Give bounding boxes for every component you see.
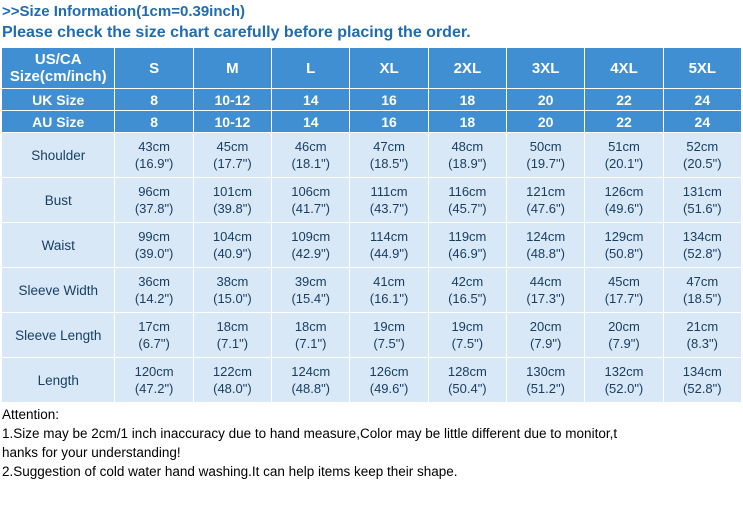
row-label: Sleeve Length	[2, 313, 115, 358]
table-row	[2, 313, 742, 358]
value-inch: (20.1")	[604, 156, 644, 171]
value-inch: (52.8")	[683, 381, 722, 396]
value-inch: (7.9")	[608, 336, 640, 351]
value-cm: 121cm	[526, 184, 566, 199]
value-inch: (40.9")	[213, 246, 252, 261]
table-cell	[193, 358, 271, 403]
value-cm: 111cm	[370, 184, 408, 199]
value-inch: (47.2")	[134, 381, 174, 396]
column-header: 5XL	[663, 48, 741, 89]
value-cm: 45cm	[608, 274, 640, 289]
column-header: M	[193, 48, 271, 89]
value-cm: 124cm	[526, 229, 566, 244]
value-cm: 126cm	[604, 184, 644, 199]
au-size-row	[2, 111, 742, 133]
page-title: >>Size Information(1cm=0.39inch)	[2, 3, 245, 20]
value-inch: (50.4")	[448, 381, 487, 396]
table-cell	[193, 133, 271, 178]
value-cm: 38cm	[216, 274, 249, 289]
value-inch: (47.6")	[526, 201, 565, 216]
value-cm: 101cm	[212, 184, 252, 199]
value-inch: (7.9")	[529, 336, 562, 351]
column-header: S	[115, 48, 193, 89]
attention-title: Attention:	[2, 407, 60, 422]
table-cell	[663, 268, 741, 313]
row-label: Sleeve Width	[2, 268, 115, 313]
value-inch: (45.7")	[448, 201, 487, 216]
table-cell	[350, 133, 428, 178]
value-cm: 36cm	[138, 274, 170, 289]
value-cm: 99cm	[138, 229, 170, 244]
value-cm: 128cm	[447, 364, 487, 379]
table-cell	[428, 268, 506, 313]
value-cm: 129cm	[604, 229, 644, 244]
table-cell	[272, 358, 350, 403]
table-cell	[350, 358, 428, 403]
table-cell	[115, 358, 193, 403]
table-cell	[585, 178, 663, 223]
value-inch: (16.1")	[369, 291, 409, 306]
value-inch: (43.7")	[369, 201, 409, 216]
value-cm: 124cm	[291, 364, 331, 379]
value-cm: 109cm	[291, 229, 331, 244]
value-inch: (48.8")	[291, 381, 331, 396]
table-cell	[585, 223, 663, 268]
table-row	[2, 223, 742, 268]
row-label: UK Size	[2, 89, 115, 111]
value-inch: (49.6")	[369, 381, 409, 396]
value-cm: 104cm	[212, 229, 252, 244]
value-cm: 51cm	[608, 139, 640, 154]
attention-block	[0, 403, 743, 481]
value-cm: 131cm	[682, 184, 722, 199]
table-cell	[507, 178, 585, 223]
value-inch: (51.6")	[683, 201, 722, 216]
value-cm: 46cm	[294, 139, 327, 154]
table-cell	[115, 313, 193, 358]
value-cm: 114cm	[370, 229, 409, 244]
value-inch: (44.9")	[369, 246, 409, 261]
value-inch: (48.8")	[526, 246, 565, 261]
value-cm: 18cm	[294, 319, 327, 334]
value-inch: (49.6")	[604, 201, 644, 216]
value-cm: 120cm	[134, 364, 174, 379]
table-cell	[663, 358, 741, 403]
value-cm: 43cm	[138, 139, 170, 154]
value-cm: 122cm	[212, 364, 252, 379]
table-cell	[585, 313, 663, 358]
value-inch: (7.1")	[216, 336, 249, 351]
table-cell	[507, 133, 585, 178]
value-inch: (41.7")	[291, 201, 331, 216]
value-cm: 20cm	[608, 319, 640, 334]
row-label: Waist	[2, 223, 115, 268]
value-cm: 50cm	[529, 139, 562, 154]
table-cell	[193, 178, 271, 223]
value-inch: (6.7")	[138, 336, 170, 351]
value-cm: 116cm	[448, 184, 487, 199]
value-inch: (17.3")	[526, 291, 565, 306]
table-cell: 22	[585, 111, 663, 133]
value-cm: 19cm	[373, 319, 405, 334]
corner-label-line2: Size(cm/inch)	[9, 68, 107, 85]
value-cm: 119cm	[448, 229, 487, 244]
table-cell	[663, 313, 741, 358]
value-cm: 39cm	[294, 274, 327, 289]
value-inch: (52.8")	[683, 246, 722, 261]
table-cell	[585, 358, 663, 403]
value-cm: 132cm	[604, 364, 644, 379]
table-cell	[115, 133, 193, 178]
column-header: 2XL	[428, 48, 506, 89]
table-cell: 24	[663, 89, 741, 111]
value-cm: 18cm	[216, 319, 249, 334]
table-cell	[663, 133, 741, 178]
table-cell	[115, 178, 193, 223]
value-inch: (18.5")	[369, 156, 409, 171]
value-inch: (15.0")	[213, 291, 252, 306]
table-cell	[350, 223, 428, 268]
value-inch: (52.0")	[604, 381, 644, 396]
value-cm: 19cm	[451, 319, 484, 334]
value-inch: (18.9")	[448, 156, 487, 171]
value-inch: (16.9")	[134, 156, 174, 171]
value-cm: 52cm	[686, 139, 719, 154]
table-cell: 24	[663, 111, 741, 133]
table-cell	[272, 268, 350, 313]
table-row	[2, 178, 742, 223]
table-cell	[428, 178, 506, 223]
table-cell	[663, 223, 741, 268]
row-label: Bust	[2, 178, 115, 223]
attention-note-1: 1.Size may be 2cm/1 inch inaccuracy due to hand measure,Color may be little different due to monitor,t	[2, 426, 618, 441]
value-cm: 47cm	[373, 139, 405, 154]
value-inch: (19.7")	[526, 156, 565, 171]
value-cm: 21cm	[686, 319, 719, 334]
table-cell	[350, 268, 428, 313]
value-inch: (46.9")	[448, 246, 487, 261]
value-inch: (15.4")	[291, 291, 331, 306]
attention-note-1-cont: hanks for your understanding!	[2, 445, 181, 460]
table-cell	[272, 223, 350, 268]
value-cm: 17cm	[138, 319, 170, 334]
table-cell	[507, 268, 585, 313]
column-header: XL	[350, 48, 428, 89]
value-cm: 134cm	[682, 229, 722, 244]
page-subtitle: Please check the size chart carefully before placing the order.	[2, 24, 471, 41]
table-cell	[193, 268, 271, 313]
table-cell	[663, 178, 741, 223]
value-cm: 42cm	[451, 274, 484, 289]
column-header: L	[272, 48, 350, 89]
value-inch: (39.0")	[134, 246, 174, 261]
row-label: Length	[2, 358, 115, 403]
table-cell: 18	[428, 111, 506, 133]
table-cell	[193, 223, 271, 268]
table-header-row	[2, 48, 742, 89]
value-inch: (39.8")	[213, 201, 252, 216]
table-cell: 16	[350, 111, 428, 133]
value-cm: 96cm	[138, 184, 170, 199]
attention-note-2: 2.Suggestion of cold water hand washing.It can help items keep their shape.	[2, 464, 458, 479]
table-cell	[193, 313, 271, 358]
value-inch: (7.1")	[295, 336, 327, 351]
value-inch: (42.9")	[291, 246, 331, 261]
table-cell: 10-12	[193, 111, 271, 133]
value-inch: (17.7")	[213, 156, 252, 171]
value-cm: 45cm	[216, 139, 249, 154]
value-inch: (48.0")	[213, 381, 252, 396]
table-cell	[585, 133, 663, 178]
table-cell	[507, 223, 585, 268]
table-cell	[272, 133, 350, 178]
value-inch: (8.3")	[686, 336, 718, 351]
table-cell: 8	[115, 111, 193, 133]
table-row	[2, 133, 742, 178]
value-inch: (14.2")	[134, 291, 174, 306]
table-cell: 8	[115, 89, 193, 111]
value-inch: (50.8")	[604, 246, 644, 261]
table-cell	[350, 313, 428, 358]
corner-label-line1: US/CA	[34, 51, 82, 68]
table-cell	[428, 223, 506, 268]
value-cm: 126cm	[369, 364, 409, 379]
value-cm: 130cm	[526, 364, 566, 379]
value-cm: 48cm	[451, 139, 484, 154]
value-cm: 134cm	[682, 364, 722, 379]
table-row	[2, 268, 742, 313]
value-inch: (51.2")	[526, 381, 565, 396]
table-cell	[507, 358, 585, 403]
table-cell	[350, 178, 428, 223]
value-inch: (37.8")	[134, 201, 174, 216]
table-cell	[272, 313, 350, 358]
table-cell: 20	[507, 111, 585, 133]
value-cm: 41cm	[373, 274, 405, 289]
table-cell	[115, 223, 193, 268]
value-inch: (20.5")	[683, 156, 722, 171]
value-inch: (7.5")	[451, 336, 484, 351]
table-cell	[585, 268, 663, 313]
table-cell	[115, 268, 193, 313]
column-header: 4XL	[585, 48, 663, 89]
table-cell: 22	[585, 89, 663, 111]
value-cm: 44cm	[529, 274, 562, 289]
value-inch: (18.5")	[683, 291, 722, 306]
value-cm: 106cm	[291, 184, 331, 199]
column-header: 3XL	[507, 48, 585, 89]
table-cell: 20	[507, 89, 585, 111]
table-row	[2, 358, 742, 403]
value-cm: 47cm	[686, 274, 719, 289]
uk-size-row	[2, 89, 742, 111]
value-inch: (18.1")	[291, 156, 331, 171]
size-chart-table	[1, 47, 742, 403]
table-cell: 14	[272, 111, 350, 133]
table-cell: 10-12	[193, 89, 271, 111]
row-label: AU Size	[2, 111, 115, 133]
table-cell	[428, 358, 506, 403]
table-cell: 14	[272, 89, 350, 111]
table-cell: 18	[428, 89, 506, 111]
value-inch: (7.5")	[373, 336, 405, 351]
table-cell	[428, 313, 506, 358]
table-cell	[272, 178, 350, 223]
table-cell	[507, 313, 585, 358]
value-inch: (17.7")	[604, 291, 644, 306]
value-inch: (16.5")	[448, 291, 487, 306]
table-cell	[428, 133, 506, 178]
row-label: Shoulder	[2, 133, 115, 178]
table-cell: 16	[350, 89, 428, 111]
value-cm: 20cm	[529, 319, 562, 334]
corner-label	[2, 48, 115, 89]
